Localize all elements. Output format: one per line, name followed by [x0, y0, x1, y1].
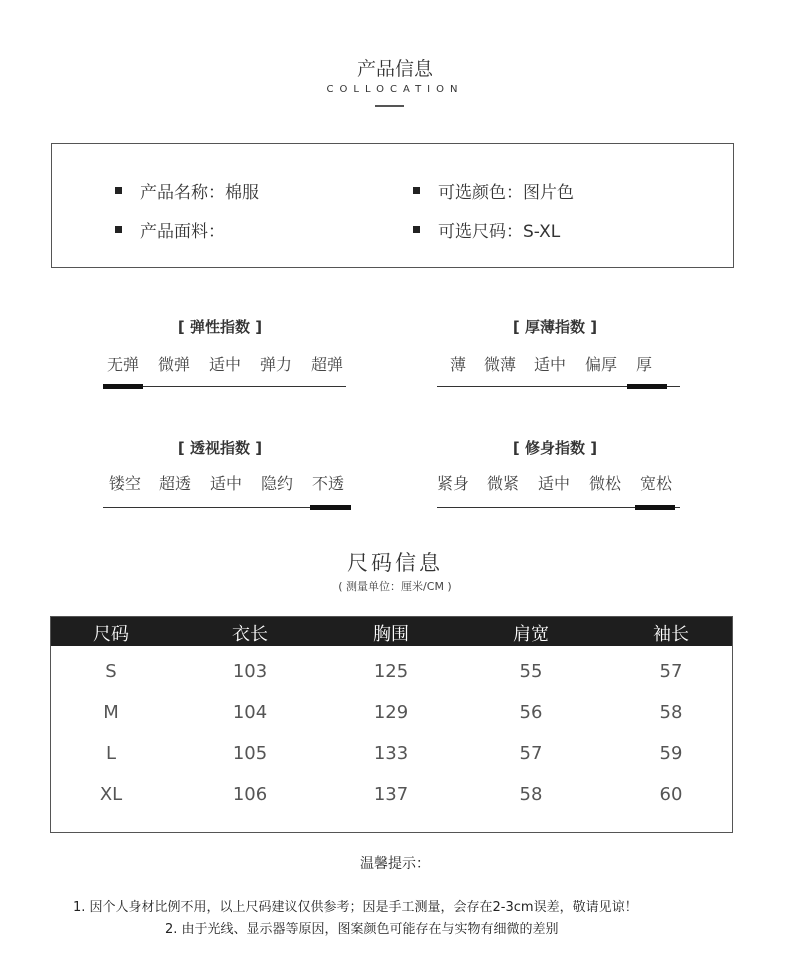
index-label: 隐约 — [261, 474, 294, 493]
index-label: 偏厚 — [585, 355, 618, 374]
index-label: 超透 — [159, 474, 192, 493]
header-cell: 肩宽 — [513, 624, 549, 645]
title-divider — [375, 105, 404, 107]
index-label: 薄 — [450, 355, 467, 374]
table-cell: XL — [99, 784, 123, 805]
tips-title: 温馨提示： — [360, 856, 430, 872]
collocation-subtitle: COLLOCATION — [326, 84, 464, 95]
table-cell: M — [103, 702, 119, 723]
index-label: 微紧 — [487, 474, 520, 493]
product-info-box — [51, 143, 734, 268]
product-size-text: 可选尺码：S-XL — [438, 222, 561, 242]
product-name-item — [115, 178, 259, 203]
bullet-square-icon — [115, 187, 122, 194]
index-title: [ 厚薄指数 ] — [512, 318, 598, 336]
index-label: 适中 — [210, 474, 243, 493]
measurement-unit-note: ( 测量单位：厘米/CM ) — [338, 580, 452, 593]
table-cell: 104 — [232, 702, 268, 723]
size-table-header — [51, 617, 732, 646]
size-table — [50, 616, 733, 833]
bullet-square-icon — [413, 226, 420, 233]
header-cell: 尺码 — [93, 624, 129, 645]
product-fabric-text: 产品面料： — [140, 222, 225, 242]
index-label: 适中 — [534, 355, 567, 374]
table-cell: 129 — [373, 702, 409, 723]
index-selected-marker — [103, 384, 143, 389]
tip-item: 1. 因个人身材比例不用，以上尺码建议仅供参考；因是手工测量，会存在2-3cm误差，敬请见谅！ — [73, 900, 638, 915]
index-label: 镂空 — [109, 474, 142, 493]
header-cell: 袖长 — [653, 624, 689, 645]
product-name-text: 产品名称：棉服 — [140, 183, 259, 203]
index-title: [ 修身指数 ] — [512, 439, 598, 457]
index-label: 微松 — [589, 474, 622, 493]
index-label: 厚 — [636, 355, 653, 374]
table-cell: 59 — [659, 743, 683, 764]
size-info-title: 尺码信息 — [347, 551, 443, 575]
table-cell: 133 — [373, 743, 409, 764]
index-label: 宽松 — [640, 474, 673, 493]
index-label: 紧身 — [437, 474, 470, 493]
table-cell: 58 — [519, 784, 543, 805]
bullet-square-icon — [115, 226, 122, 233]
table-cell: 103 — [232, 661, 268, 682]
index-label: 无弹 — [107, 355, 140, 374]
header-cell: 衣长 — [232, 624, 268, 645]
product-size-item — [413, 217, 560, 242]
table-cell: 57 — [659, 661, 683, 682]
bullet-square-icon — [413, 187, 420, 194]
index-selected-marker — [310, 505, 351, 510]
header-cell: 胸围 — [373, 624, 409, 645]
table-cell: S — [105, 661, 117, 682]
table-cell: 58 — [659, 702, 683, 723]
index-title: [ 透视指数 ] — [177, 439, 263, 457]
product-info-title: 产品信息 — [356, 58, 433, 80]
table-cell: 125 — [373, 661, 409, 682]
product-color-item — [413, 178, 574, 203]
product-color-text: 可选颜色：图片色 — [438, 183, 574, 203]
table-cell: 137 — [373, 784, 409, 805]
tip-item: 2. 由于光线、显示器等原因，图案颜色可能存在与实物有细微的差别 — [165, 922, 559, 937]
index-label: 弹力 — [260, 355, 293, 374]
table-cell: 60 — [659, 784, 683, 805]
index-title: [ 弹性指数 ] — [177, 318, 263, 336]
index-label: 微弹 — [158, 355, 191, 374]
index-label: 微薄 — [484, 355, 517, 374]
index-selected-marker — [627, 384, 667, 389]
index-selected-marker — [635, 505, 675, 510]
index-label: 适中 — [538, 474, 571, 493]
table-cell: 105 — [232, 743, 268, 764]
table-cell: L — [105, 743, 117, 764]
index-label: 超弹 — [311, 355, 344, 374]
table-cell: 106 — [232, 784, 268, 805]
table-cell: 56 — [519, 702, 543, 723]
index-label: 适中 — [209, 355, 242, 374]
table-cell: 55 — [519, 661, 543, 682]
table-cell: 57 — [519, 743, 543, 764]
product-fabric-item — [115, 217, 225, 242]
index-label: 不透 — [312, 474, 345, 493]
